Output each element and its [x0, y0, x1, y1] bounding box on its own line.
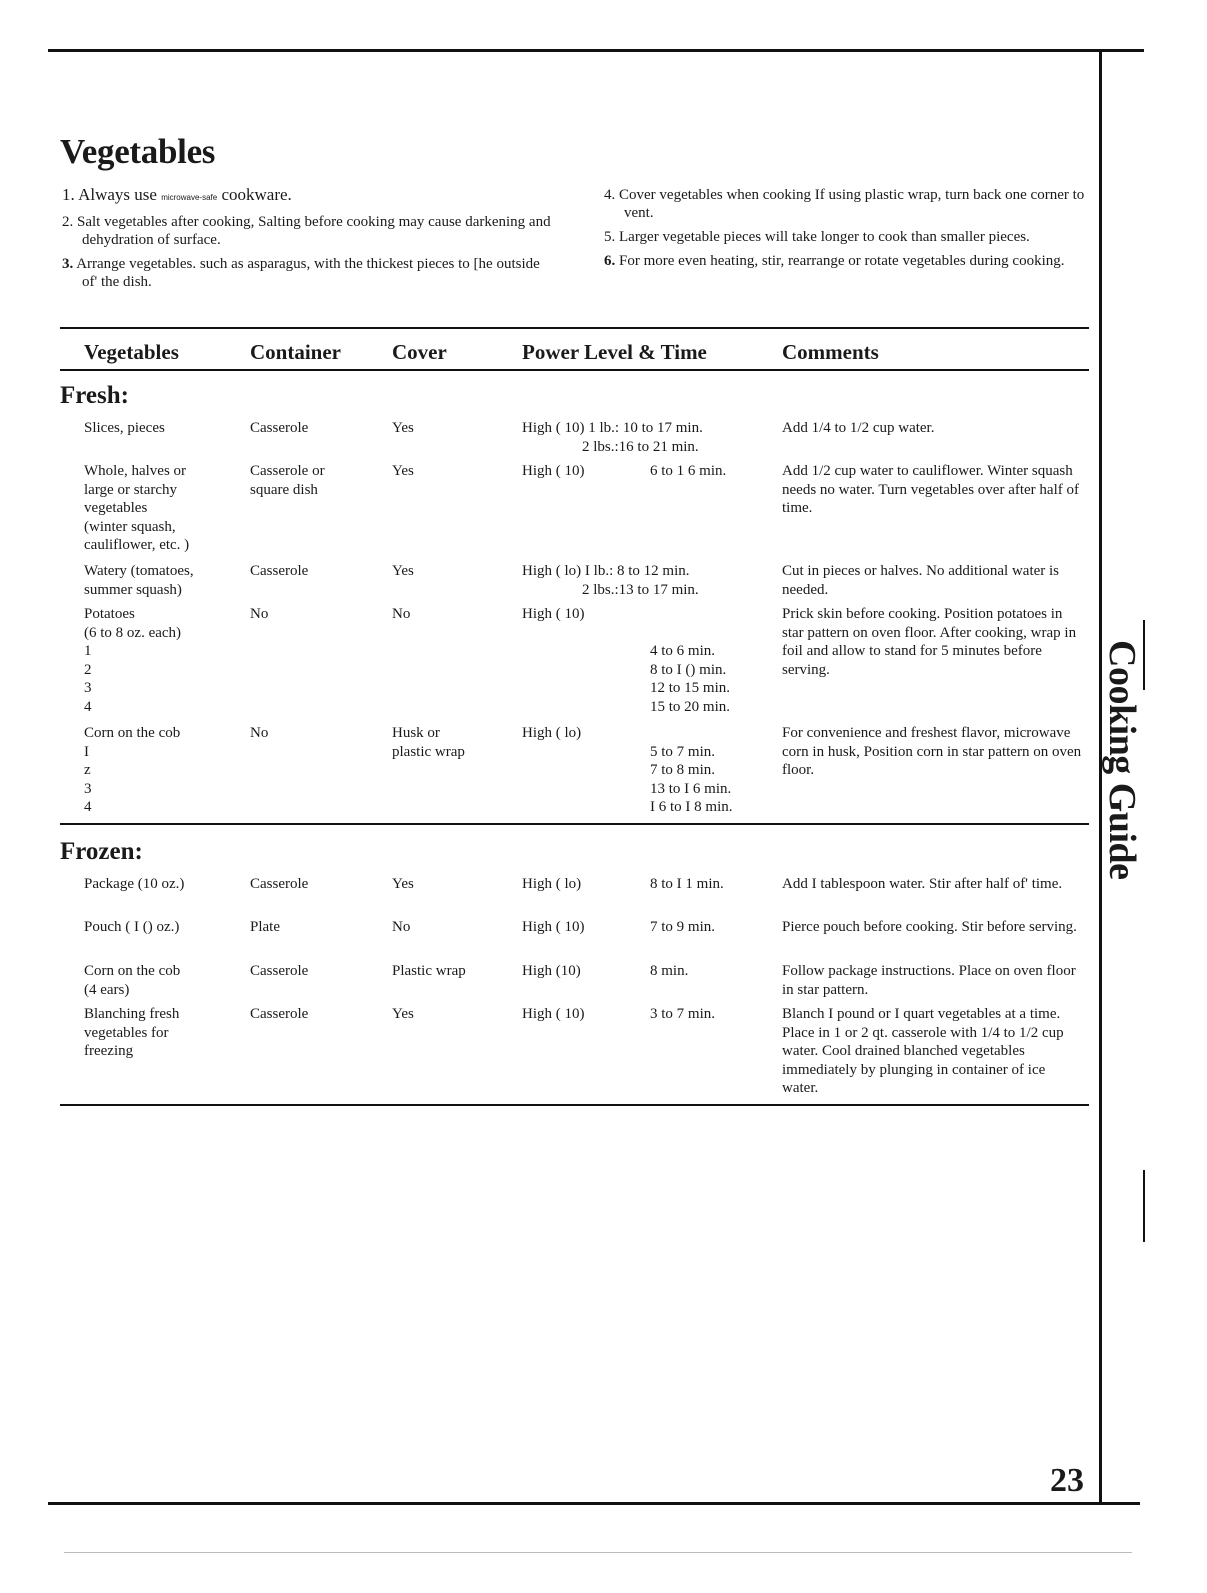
frozen-row-2-container: Casserole [250, 963, 309, 979]
col-header-power-level-time: Power Level & Time [522, 340, 707, 364]
col-header-vegetables: Vegetables [84, 340, 179, 364]
fresh-row-1-time: 6 to 1 6 min. [650, 463, 727, 479]
frozen-row-1-power: High ( 10) [522, 919, 585, 935]
tip-1-word-use: use [134, 185, 157, 204]
fresh-row-2-power: High ( lo) I lb.: 8 to 12 min. 2 lbs.:13 to 17 min. [522, 563, 699, 598]
fresh-row-3-vegetable: Potatoes (6 to 8 oz. each) 1 2 3 4 [84, 606, 182, 715]
fresh-row-1-power: High ( 10) [522, 463, 585, 479]
side-tab-title: Cooking Guide [1101, 640, 1143, 880]
tip-1-small-text: microwave-safe [161, 193, 218, 202]
frozen-row-0-container: Casserole [250, 876, 309, 892]
table-header-rule [60, 369, 1089, 371]
tip-1-word-cookware: cookware. [221, 185, 292, 204]
frozen-row-2-comments: Follow package instructions. Place on oven floor in star pattern. [782, 963, 1076, 998]
tip-3 [62, 255, 552, 291]
fresh-row-1-container: Casserole or square dish [250, 463, 325, 498]
fresh-row-1-comments: Add 1/2 cup water to cauliflower. Winter squash needs no water. Turn vegetables over after half of time. [782, 463, 1079, 516]
frozen-row-3-vegetable: Blanching fresh vegetables for freezing [84, 1006, 180, 1059]
fresh-row-1-cover: Yes [392, 463, 414, 479]
tip-5: 5. Larger vegetable pieces will take longer to cook than smaller pieces. [604, 229, 1030, 245]
fresh-row-0-container: Casserole [250, 420, 309, 436]
col-header-container: Container [250, 340, 341, 364]
fresh-row-4-cover: Husk or plastic wrap [392, 725, 465, 760]
fresh-row-3-cover: No [392, 606, 411, 622]
frozen-row-0-vegetable: Package (10 oz.) [84, 876, 185, 892]
frozen-row-1-cover: No [392, 919, 411, 935]
frozen-row-3-container: Casserole [250, 1006, 309, 1022]
fresh-row-3-comments: Prick skin before cooking. Position potatoes in star pattern on oven floor. After cooking, wrap in foil and allow to stand for 5 minutes before serving. [782, 606, 1077, 678]
footer-hairline [64, 1552, 1132, 1553]
frozen-row-1-comments: Pierce pouch before cooking. Stir before serving. [782, 919, 1077, 935]
fresh-row-0-cover: Yes [392, 420, 414, 436]
frozen-row-3-cover: Yes [392, 1006, 414, 1022]
section-fresh: Fresh: [60, 382, 129, 409]
frozen-row-3-time: 3 to 7 min. [650, 1006, 716, 1022]
fresh-row-4-time: 5 to 7 min. 7 to 8 min. 13 to I 6 min. I 6 to I 8 min. [650, 743, 733, 815]
tip-1-number: 1. [62, 185, 75, 204]
tip-2: 2. Salt vegetables after cooking, Salting before cooking may cause darkening and dehydration of surface. [62, 214, 551, 248]
tip-3-number: 3. [62, 256, 74, 272]
page-title: Vegetables [60, 132, 216, 171]
frozen-row-2-power: High (10) [522, 963, 581, 979]
tips-right [604, 186, 1094, 276]
fresh-row-4-power: High ( lo) [522, 725, 582, 741]
fresh-row-0-comments: Add 1/4 to 1/2 cup water. [782, 420, 935, 436]
frozen-row-0-time: 8 to I 1 min. [650, 876, 724, 892]
frozen-row-1-vegetable: Pouch ( I () oz.) [84, 919, 180, 935]
frozen-row-2-cover: Plastic wrap [392, 963, 466, 979]
fresh-row-2-container: Casserole [250, 563, 309, 579]
frozen-row-2-time: 8 min. [650, 963, 689, 979]
frozen-row-1-container: Plate [250, 919, 280, 935]
table-top-rule [60, 327, 1089, 329]
fresh-row-3-power: High ( 10) [522, 606, 585, 622]
col-header-cover: Cover [392, 340, 447, 364]
tip-1-word-always: Always [78, 185, 131, 204]
tip-4: 4. Cover vegetables when cooking If using plastic wrap, turn back one corner to vent. [604, 187, 1085, 221]
tip-3-text: Arrange vegetables. such as asparagus, with the thickest pieces to [he outside of' the dish. [76, 256, 540, 290]
fresh-frozen-divider [60, 823, 1089, 825]
fresh-row-4-comments: For convenience and freshest flavor, microwave corn in husk, Position corn in star pattern on oven floor. [782, 725, 1082, 778]
tips-left [62, 186, 552, 297]
fresh-row-1-vegetable: Whole, halves or large or starchy vegetables (winter squash, cauliflower, etc. ) [84, 463, 190, 553]
tip-1 [62, 186, 552, 207]
frozen-row-2-vegetable: Corn on the cob (4 ears) [84, 963, 181, 998]
page-number: 23 [1050, 1462, 1084, 1499]
fresh-row-2-comments: Cut in pieces or halves. No additional water is needed. [782, 563, 1060, 598]
tip-6 [604, 252, 1094, 270]
fresh-row-4-container: No [250, 725, 269, 741]
col-header-comments: Comments [782, 340, 879, 364]
fresh-row-0-vegetable: Slices, pieces [84, 420, 165, 436]
bottom-rule [48, 1502, 1140, 1505]
fresh-row-0-power: High ( 10) 1 lb.: 10 to 17 min. 2 lbs.:16 to 21 min. [522, 420, 703, 455]
table-bottom-rule [60, 1104, 1089, 1106]
fresh-row-4-vegetable: Corn on the cob I z 3 4 [84, 725, 181, 815]
frozen-row-1-time: 7 to 9 min. [650, 919, 716, 935]
frozen-row-3-comments: Blanch I pound or I quart vegetables at a time. Place in 1 or 2 qt. casserole with 1/4 to 1/2 cup water. Cool drained blanched vegetables immediately by plunging in container of ice water. [782, 1006, 1064, 1096]
frozen-row-3-power: High ( 10) [522, 1006, 585, 1022]
fresh-row-2-vegetable: Watery (tomatoes, summer squash) [84, 563, 194, 598]
tip-6-number: 6. [604, 253, 616, 269]
frozen-row-0-cover: Yes [392, 876, 414, 892]
frozen-row-0-comments: Add I tablespoon water. Stir after half of' time. [782, 876, 1063, 892]
fresh-row-3-time: 4 to 6 min. 8 to I () min. 12 to 15 min. 15 to 20 min. [650, 643, 731, 715]
side-tab-mark-bottom [1143, 1170, 1145, 1242]
top-rule [48, 49, 1144, 52]
frozen-row-0-power: High ( lo) [522, 876, 582, 892]
fresh-row-3-container: No [250, 606, 269, 622]
section-frozen: Frozen: [60, 838, 143, 865]
tip-6-text: For more even heating, stir, rearrange or rotate vegetables during cooking. [619, 253, 1065, 269]
fresh-row-2-cover: Yes [392, 563, 414, 579]
